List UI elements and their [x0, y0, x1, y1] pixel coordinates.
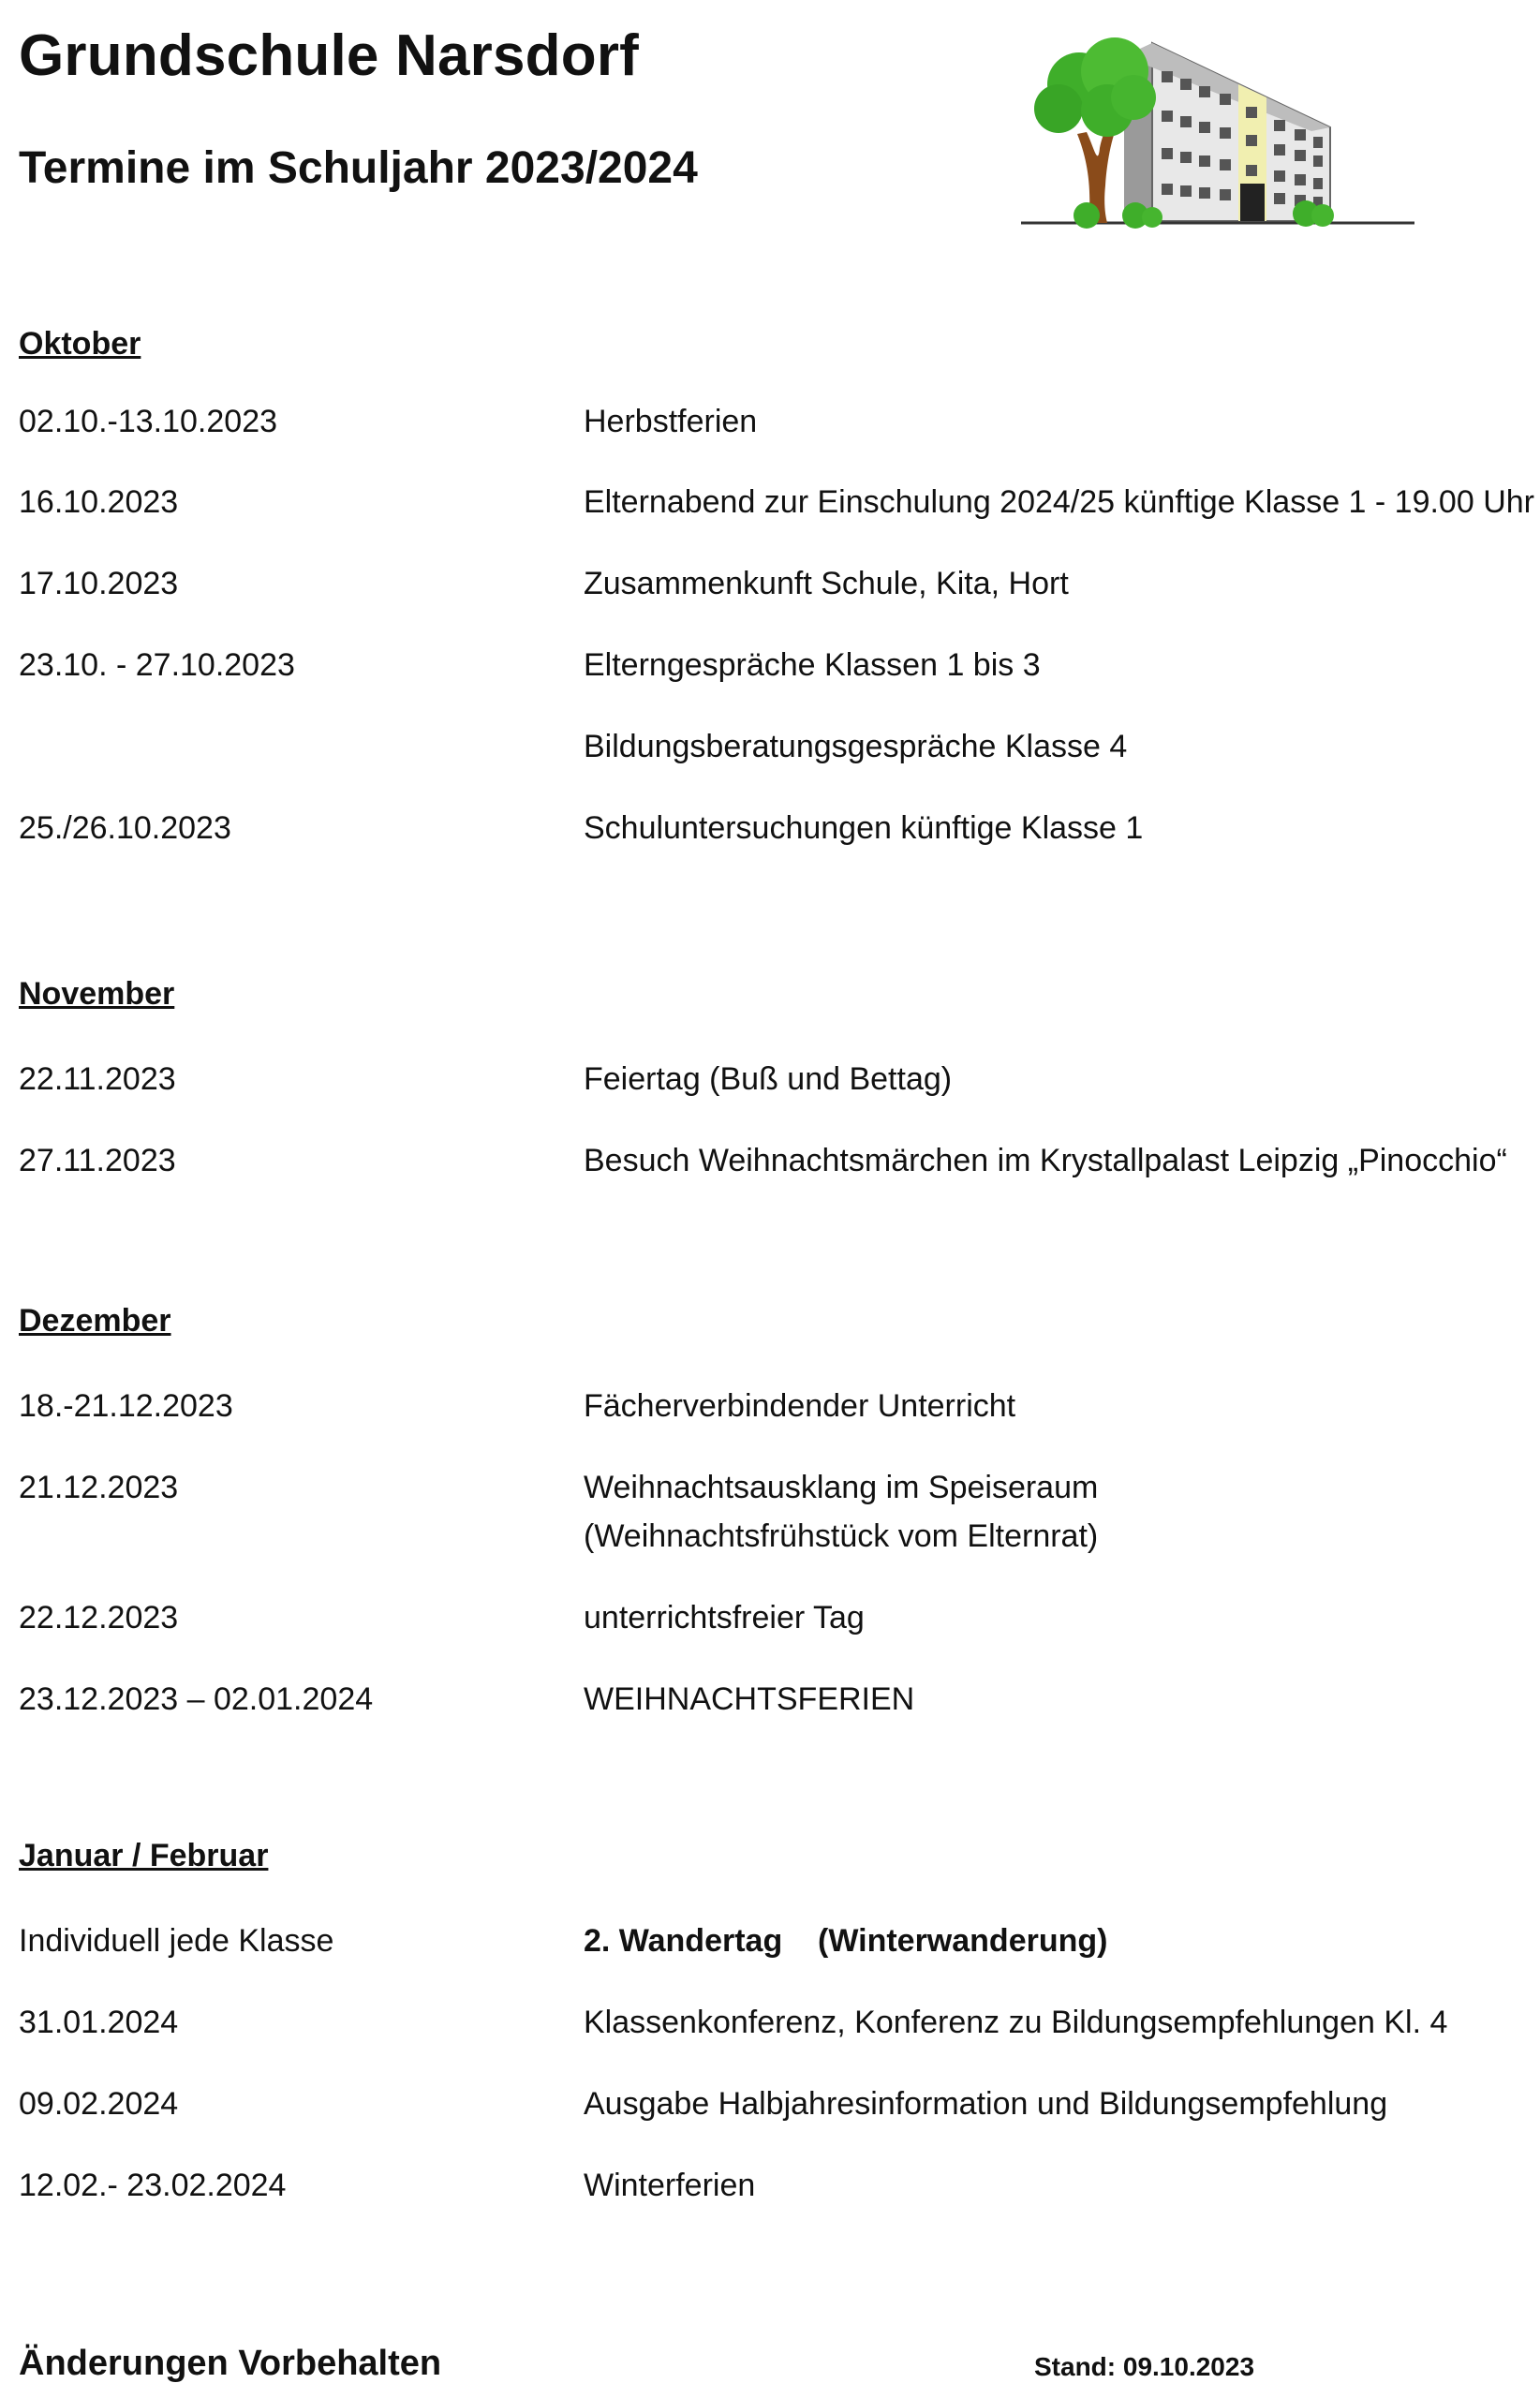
event-date: 09.02.2024 — [19, 2086, 179, 2122]
event-description: Besuch Weihnachtsmärchen im Krystallpalast Leipzig „Pinocchio“ — [584, 1143, 1507, 1178]
event-description: Elternabend zur Einschulung 2024/25 künftige Klasse 1 - 19.00 Uhr — [584, 484, 1534, 520]
event-description: Fächerverbindender Unterricht — [584, 1388, 1016, 1424]
event-date: 27.11.2023 — [19, 1143, 176, 1178]
footer-status: Stand: 09.10.2023 — [1034, 2352, 1255, 2381]
section-heading-dezember: Dezember — [19, 1303, 171, 1339]
event-date: 17.10.2023 — [19, 566, 179, 601]
event-description-line-2: (Weihnachtsfrühstück vom Elternrat) — [584, 1518, 1099, 1554]
event-description: unterrichtsfreier Tag — [584, 1600, 865, 1636]
school-building-with-tree-icon — [1021, 17, 1414, 232]
event-date: 25./26.10.2023 — [19, 810, 231, 846]
event-date: 12.02.- 23.02.2024 — [19, 2168, 287, 2203]
event-date: 23.10. - 27.10.2023 — [19, 647, 295, 683]
event-date: 16.10.2023 — [19, 484, 179, 520]
footer-note: Änderungen Vorbehalten — [19, 2344, 442, 2383]
event-date: 23.12.2023 – 02.01.2024 — [19, 1681, 374, 1717]
event-description: Klassenkonferenz, Konferenz zu Bildungsempfehlungen Kl. 4 — [584, 2005, 1448, 2040]
event-description: Elterngespräche Klassen 1 bis 3 — [584, 647, 1041, 683]
event-date: 21.12.2023 — [19, 1470, 179, 1505]
event-description: Zusammenkunft Schule, Kita, Hort — [584, 566, 1069, 601]
event-date: 18.-21.12.2023 — [19, 1388, 233, 1424]
event-date: Individuell jede Klasse — [19, 1923, 334, 1959]
event-date: 31.01.2024 — [19, 2005, 179, 2040]
page-title: Grundschule Narsdorf — [19, 23, 639, 88]
event-description: Bildungsberatungsgespräche Klasse 4 — [584, 729, 1128, 764]
event-description: Winterferien — [584, 2168, 756, 2203]
event-description: Ausgabe Halbjahresinformation und Bildungsempfehlung — [584, 2086, 1388, 2122]
event-description: Herbstferien — [584, 404, 758, 439]
event-description: 2. Wandertag (Winterwanderung) — [584, 1923, 1108, 1959]
section-heading-november: November — [19, 976, 175, 1012]
event-description: Feiertag (Buß und Bettag) — [584, 1061, 953, 1097]
event-date: 02.10.-13.10.2023 — [19, 404, 278, 439]
event-description-line-1: Weihnachtsausklang im Speiseraum — [584, 1470, 1099, 1505]
event-description — [584, 1463, 1098, 1561]
event-date: 22.11.2023 — [19, 1061, 176, 1097]
page-subtitle: Termine im Schuljahr 2023/2024 — [19, 143, 698, 193]
event-description: Schuluntersuchungen künftige Klasse 1 — [584, 810, 1144, 846]
event-description: WEIHNACHTSFERIEN — [584, 1681, 915, 1717]
section-heading-oktober: Oktober — [19, 326, 141, 362]
section-heading-januar-februar: Januar / Februar — [19, 1838, 269, 1873]
event-date: 22.12.2023 — [19, 1600, 179, 1636]
